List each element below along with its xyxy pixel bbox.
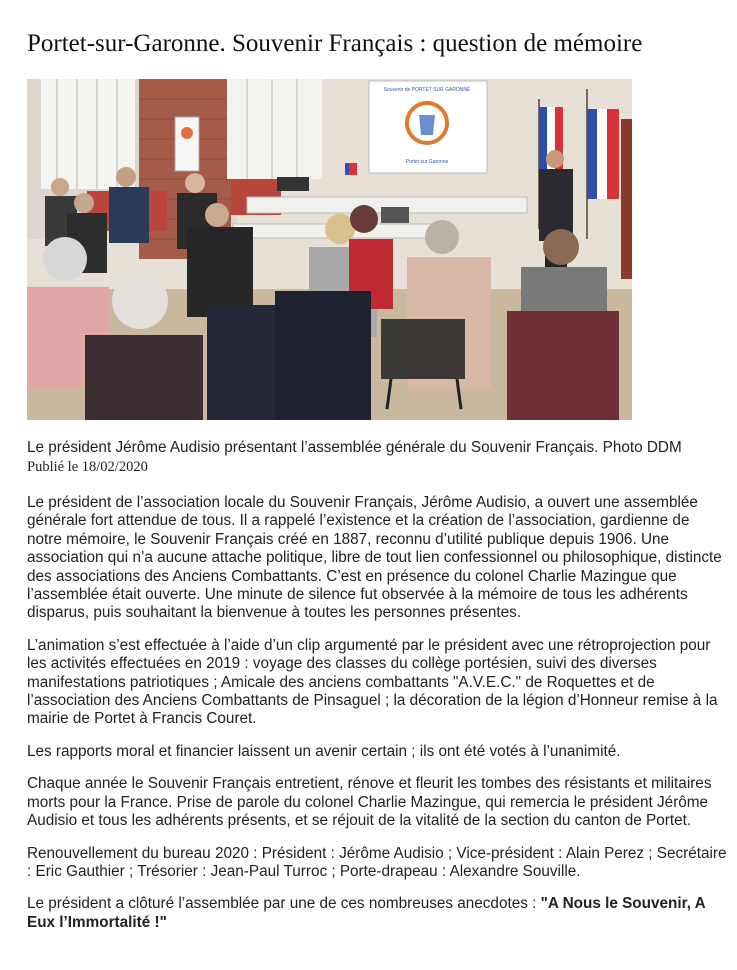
publish-date: Publié le 18/02/2020	[27, 459, 148, 475]
article-title: Portet-sur-Garonne. Souvenir Français : question de mémoire	[27, 30, 643, 57]
article-paragraph: L’animation s’est effectuée à l’aide d’un clip argumenté par le président avec une rétroprojection pour les activités effectuées en 2019 : voyage des classes du collège portésien, suivi des diverses manifestations patriotiques ; Amicale des anciens combattants "A.V.E.C." de Roquettes et de l’association des Anciens Combattants de Pinsaguel ; la décoration de la légion d’Honneur remise à la mairie de Portet à Francis Couret.	[27, 636, 718, 728]
article-paragraph: Les rapports moral et financier laissent un avenir certain ; ils ont été votés à l’unanimité.	[27, 742, 621, 760]
article-paragraph: Renouvellement du bureau 2020 : Président : Jérôme Audisio ; Vice-président : Alain Perez ; Secrétaire : Eric Gauthier ; Trésorier : Jean-Paul Turroc ; Porte-drapeau : Alexandre Souville.	[27, 844, 727, 880]
photo-caption: Le président Jérôme Audisio présentant l’assemblée générale du Souvenir Français. Photo DDM	[27, 439, 682, 456]
article-paragraph: Le président de l’association locale du Souvenir Français, Jérôme Audisio, a ouvert une assemblée générale fort attendue de tous. Il a rappelé l’existence et la création de l’association, gardienne de notre mémoire, le Souvenir Français créé en 1887, reconnu d’utilité publique depuis 1906. Une association qui n’a aucune attache politique, libre de tout lien confessionnel ou philosophique, distincte des associations des Anciens Combattants. C’est en présence du colonel Charlie Mazingue que l’assemblée était ouverte. Une minute de silence fut observée à la mémoire de tous les adhérents disparus, puis souhaitant la bienvenue à toutes les personnes présentes.	[27, 494, 722, 622]
article-body	[27, 494, 727, 946]
screen-slide-subtitle: Portet sur Garonne	[405, 159, 449, 165]
closing-quote: "A Nous le Souvenir, A Eux l’Immortalité !"	[27, 895, 706, 931]
closing-paragraph	[27, 895, 727, 932]
article-photo	[27, 79, 632, 420]
screen-slide-title: Souvenir de PORTET SUR GARONNE	[383, 87, 471, 93]
closing-intro: Le président a clôturé l’assemblée par une de ces nombreuses anecdotes :	[27, 895, 541, 913]
article-paragraph: Chaque année le Souvenir Français entretient, rénove et fleurit les tombes des résistants et militaires morts pour la France. Prise de parole du colonel Charlie Mazingue, qui remercia le président Jérôme Audisio et tous les adhérents présents, et se réjouit de la vitalité de la section du canton de Portet.	[27, 775, 712, 830]
